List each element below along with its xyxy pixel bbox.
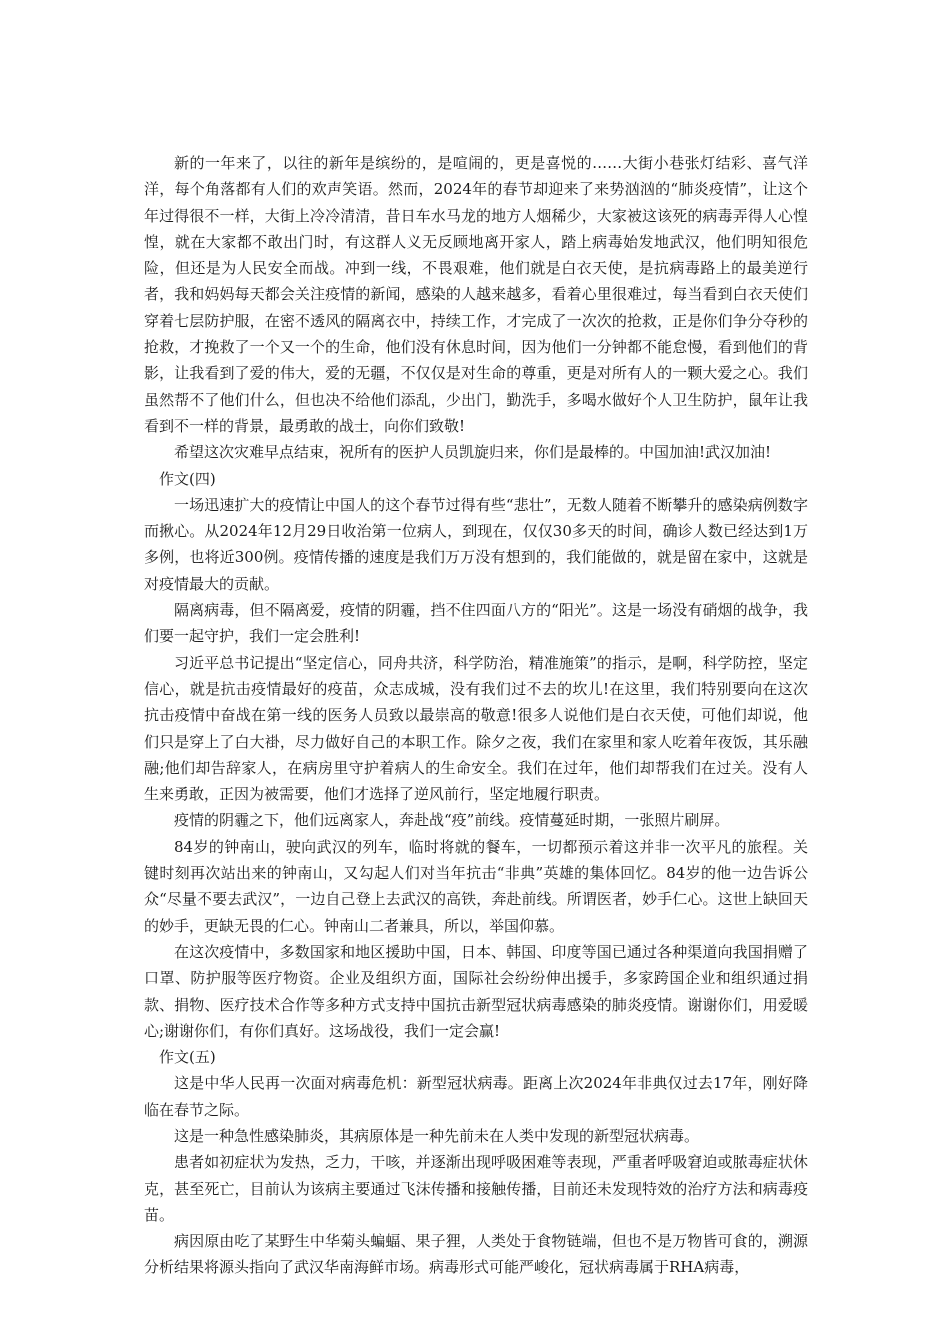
paragraph: 习近平总书记提出“坚定信心，同舟共济，科学防治，精准施策”的指示，是啊，科学防控，坚定信心，就是抗击疫情最好的疫苗，众志成城，没有我们过不去的坎儿!在这里，我们特别要向在这次抗击疫情中奋战在第一线的医务人员致以最崇高的敬意!很多人说他们是白衣天使，可他们却说，他们只是穿上了白大褂，尽力做好自己的本职工作。除夕之夜，我们在家里和家人吃着年夜饭，其乐融融;他们却告辞家人，在病房里守护着病人的生命安全。我们在过年，他们却帮我们在过关。没有人生来勇敢，正因为被需要，他们才选择了逆风前行，坚定地履行职责。 — [144, 653, 808, 804]
paragraph: 这是一种急性感染肺炎，其病原体是一种先前未在人类中发现的新型冠状病毒。 — [174, 1126, 700, 1145]
paragraph: 这是中华人民再一次面对病毒危机：新型冠状病毒。距离上次2024年非典仅过去17年，刚好降临在春节之际。 — [144, 1074, 808, 1119]
paragraph: 病因原由吃了某野生中华菊头蝙蝠、果子狸，人类处于食物链端，但也不是万物皆可食的，溯源分析结果将源头指向了武汉华南海鲜市场。病毒形式可能严峻化，冠状病毒属于RHA病毒， — [144, 1232, 808, 1277]
paragraph: 患者如初症状为发热，乏力，干咳，并逐渐出现呼吸困难等表现，严重者呼吸窘迫或脓毒症状休克，甚至死亡，目前认为该病主要通过飞沫传播和接触传播，目前还未发现特效的治疗方法和病毒疫苗。 — [144, 1153, 808, 1224]
paragraph: 隔离病毒，但不隔离爱，疫情的阴霾，挡不住四面八方的“阳光”。这是一场没有硝烟的战争，我们要一起守护，我们一定会胜利! — [144, 601, 808, 646]
section-heading: 作文(四) — [159, 469, 216, 488]
paragraph: 在这次疫情中，多数国家和地区援助中国，日本、韩国、印度等国已通过各种渠道向我国捐赠了口罩、防护服等医疗物资。企业及组织方面，国际社会纷纷伸出援手，多家跨国企业和组织通过捐款、捐物、医疗技术合作等多种方式支持中国抗击新型冠状病毒感染的肺炎疫情。谢谢你们，用爱暖心;谢谢你们，有你们真好。这场战役，我们一定会赢! — [144, 942, 808, 1040]
paragraph: 新的一年来了，以往的新年是缤纷的，是喧闹的，更是喜悦的……大街小巷张灯结彩、喜气洋洋，每个角落都有人们的欢声笑语。然而，2024年的春节却迎来了来势汹汹的“肺炎疫情”，让这个年过得很不一样，大街上冷冷清清，昔日车水马龙的地方人烟稀少，大家被这该死的病毒弄得人心惶惶，就在大家都不敢出门时，有这群人义无反顾地离开家人，踏上病毒始发地武汉，他们明知很危险，但还是为人民安全而战。冲到一线，不畏艰难，他们就是白衣天使，是抗病毒路上的最美逆行者，我和妈妈每天都会关注疫情的新闻，感染的人越来越多，看着心里很难过，每当看到白衣天使们穿着七层防护服，在密不透风的隔离衣中，持续工作，才完成了一次次的抢救，正是你们争分夺秒的抢救，才挽救了一个又一个的生命，他们没有休息时间，因为他们一分钟都不能怠慢，看到他们的背影，让我看到了爱的伟大，爱的无疆，不仅仅是对生命的尊重，更是对所有人的一颗大爱之心。我们虽然帮不了他们什么，但也决不给他们添乱，少出门，勤洗手，多喝水做好个人卫生防护，鼠年让我看到不一样的背景，最勇敢的战士，向你们致敬! — [144, 154, 808, 435]
document-page — [144, 150, 808, 1281]
section-heading: 作文(五) — [159, 1048, 216, 1067]
paragraph: 疫情的阴霾之下，他们远离家人，奔赴战“疫”前线。疫情蔓延时期，一张照片刷屏。 — [174, 811, 730, 830]
paragraph: 84岁的钟南山，驶向武汉的列车，临时将就的餐车，一切都预示着这并非一次平凡的旅程。关键时刻再次站出来的钟南山，又勾起人们对当年抗击“非典”英雄的集体回忆。84岁的他一边告诉公众“尽量不要去武汉”，一边自己登上去武汉的高铁，奔赴前线。所谓医者，妙手仁心。这世上缺回天的妙手，更缺无畏的仁心。钟南山二者兼具，所以，举国仰慕。 — [144, 837, 808, 935]
paragraph: 一场迅速扩大的疫情让中国人的这个春节过得有些“悲壮”，无数人随着不断攀升的感染病例数字而揪心。从2024年12月29日收治第一位病人，到现在，仅仅30多天的时间，确诊人数已经达到1万多例，也将近300例。疫情传播的速度是我们万万没有想到的，我们能做的，就是留在家中，这就是对疫情最大的贡献。 — [144, 495, 808, 593]
paragraph: 希望这次灾难早点结束，祝所有的医护人员凯旋归来，你们是最棒的。中国加油!武汉加油! — [174, 443, 772, 462]
